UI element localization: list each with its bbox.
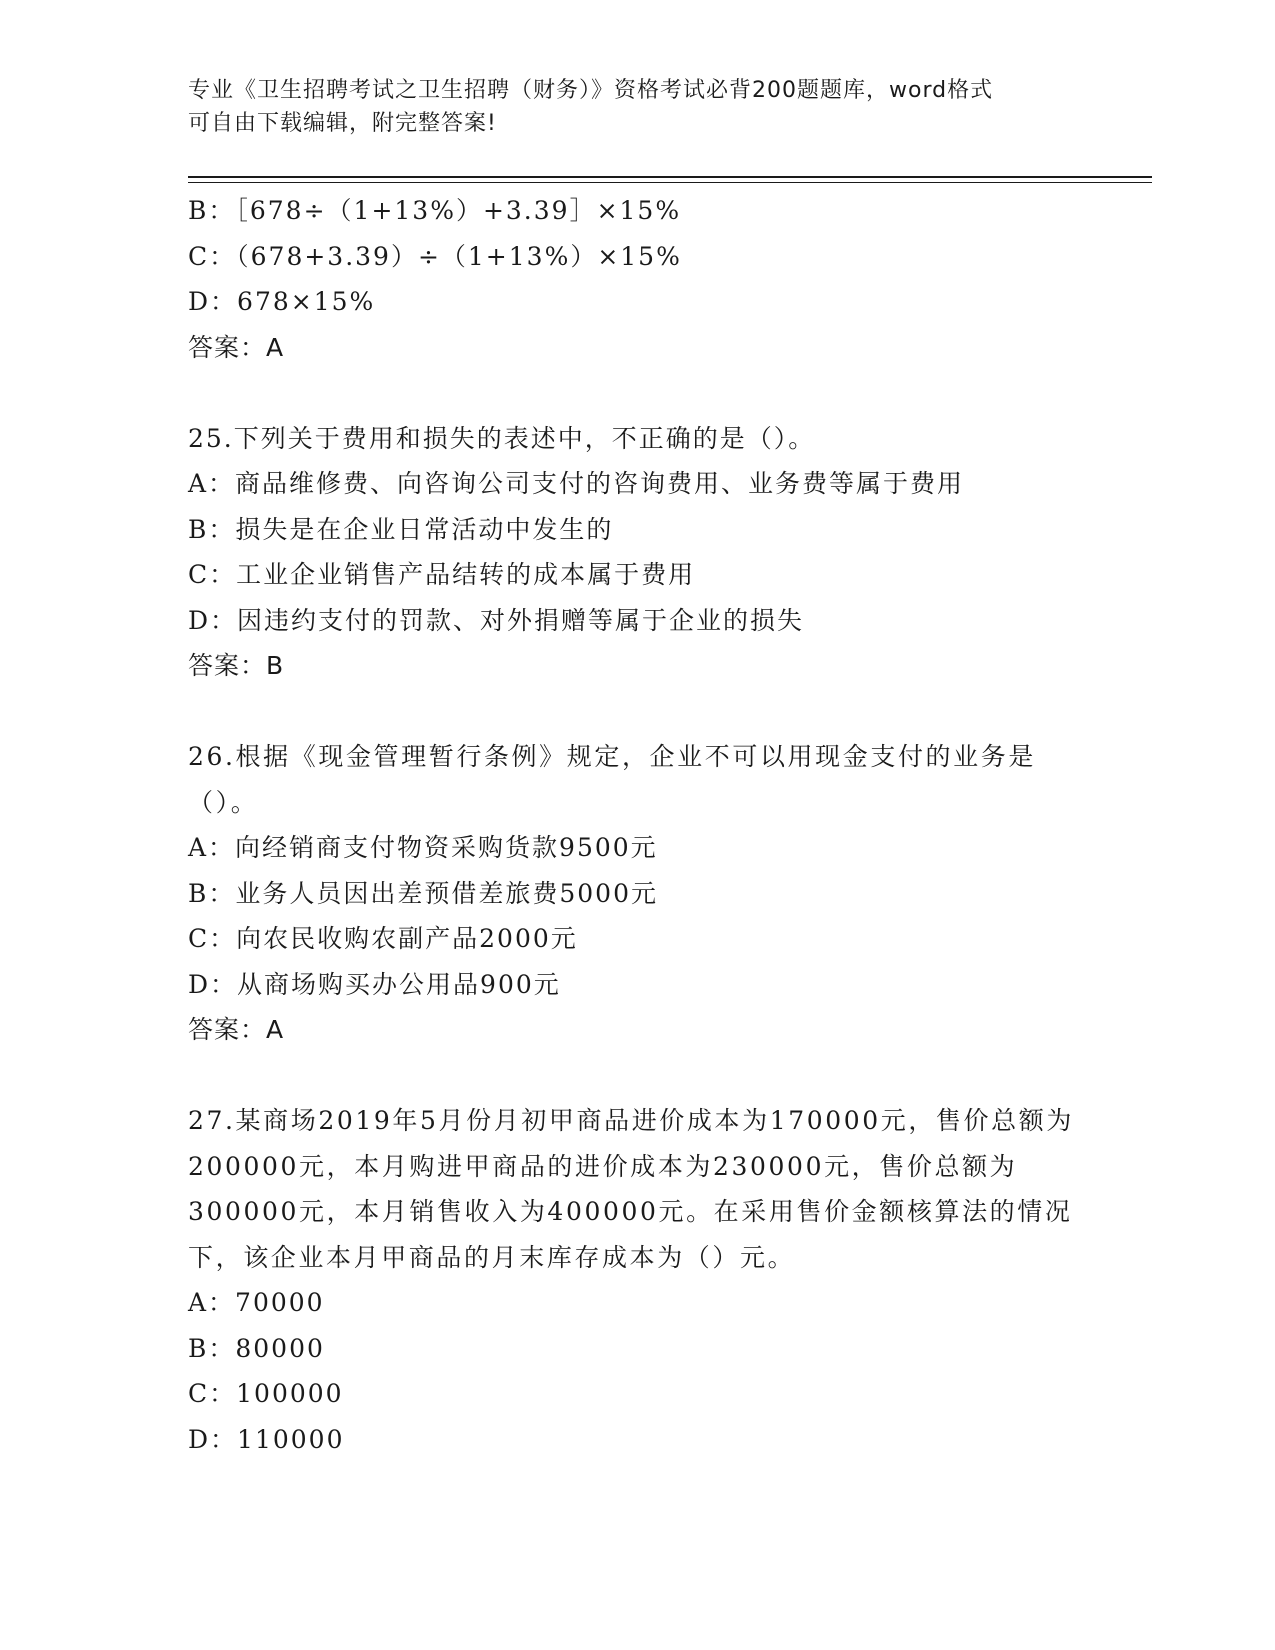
- header-title-line-1: 专业《卫生招聘考试之卫生招聘（财务）》资格考试必背200题题库，word格式: [188, 78, 994, 103]
- answer-line: 答案：A: [188, 1015, 285, 1044]
- option-b: B：业务人员因出差预借差旅费5000元: [188, 878, 658, 908]
- option-d: D：110000: [188, 1424, 345, 1454]
- document-header: [188, 74, 1068, 140]
- answer-line: 答案：A: [188, 332, 285, 362]
- question-text: 26.根据《现金管理暂行条例》规定，企业不可以用现金支付的业务是（）。: [188, 742, 1036, 817]
- option-c: C：向农民收购农副产品2000元: [188, 924, 578, 953]
- option-a: A：商品维修费、向咨询公司支付的咨询费用、业务费等属于费用: [188, 469, 965, 498]
- option-c: C：100000: [188, 1379, 344, 1408]
- header-divider-thin: [188, 182, 1152, 183]
- spacer: [188, 370, 1088, 416]
- option-a: A：70000: [188, 1288, 325, 1317]
- question-26: [188, 734, 1088, 1053]
- option-b: B：80000: [188, 1333, 325, 1363]
- option-d: D：678×15%: [188, 287, 376, 316]
- question-25: [188, 416, 1088, 689]
- question-text: 27.某商场2019年5月份月初甲商品进价成本为170000元，售价总额为200000元，本月购进甲商品的进价成本为230000元，售价总额为300000元，本月销售收入为400000元。在采用售价金额核算法的情况下，该企业本月甲商品的月末库存成本为（）元。: [188, 1106, 1074, 1272]
- option-b: B：损失是在企业日常活动中发生的: [188, 514, 614, 544]
- header-title-line-2: 可自由下载编辑，附完整答案!: [188, 111, 497, 136]
- option-c: C：（678+3.39）÷（1+13%）×15%: [188, 241, 682, 271]
- spacer: [188, 689, 1088, 735]
- question-content: [188, 188, 1088, 1462]
- option-c: C：工业企业销售产品结转的成本属于费用: [188, 560, 696, 589]
- question-text: 25.下列关于费用和损失的表述中，不正确的是（）。: [188, 423, 816, 453]
- option-d: D：从商场购买办公用品900元: [188, 969, 561, 999]
- option-d: D：因违约支付的罚款、对外捐赠等属于企业的损失: [188, 605, 805, 635]
- header-divider-thick: [188, 176, 1152, 178]
- option-b: B：［678÷（1+13%）+3.39］×15%: [188, 196, 682, 225]
- question-24-tail: [188, 188, 1088, 370]
- question-27: [188, 1098, 1088, 1462]
- answer-line: 答案：B: [188, 651, 285, 680]
- option-a: A：向经销商支付物资采购货款9500元: [188, 833, 658, 862]
- spacer: [188, 1053, 1088, 1099]
